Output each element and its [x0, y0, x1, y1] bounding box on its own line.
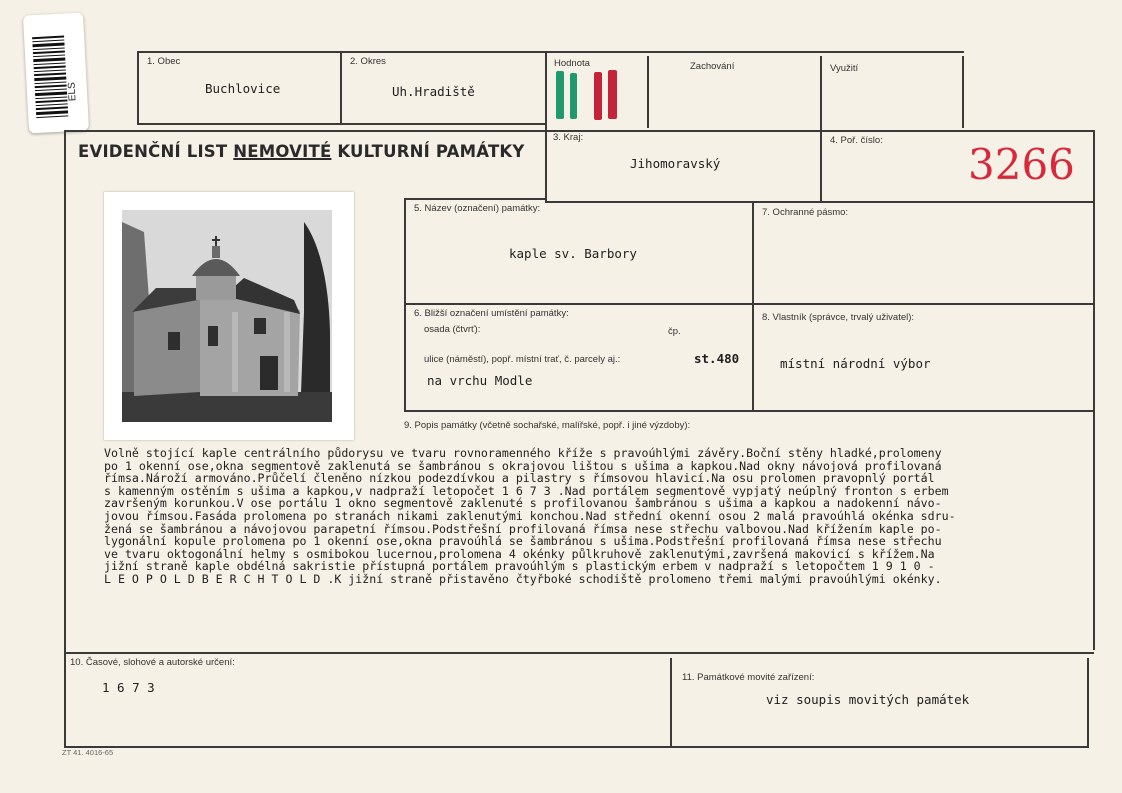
green-mark [556, 71, 564, 119]
hodnota-label: Hodnota [554, 58, 590, 69]
grid-line [647, 56, 649, 128]
obec-label: 1. Obec [147, 56, 181, 67]
grid-line [404, 198, 406, 412]
casove-label: 10. Časové, slohové a autorské určení: [70, 657, 235, 668]
osada-label: osada (čtvrť): [424, 324, 481, 335]
okres-label: 2. Okres [350, 56, 386, 67]
nazev-value: kaple sv. Barbory [509, 246, 637, 261]
description-line: jižní straně kaple obdélná sakristie přístupná portálem pravoúhlým s plastickým erbem v nadpraží s letopočtem 1 9 1 0 - [104, 560, 935, 573]
description-line: završeným korunkou.V ose portálu 1 okno segmentově zaklenuté s profilovanou šambránou s ušima a kapkou a nadokenní návo- [104, 497, 942, 510]
description-text [104, 447, 1079, 586]
monument-photo [104, 192, 354, 440]
grid-line [137, 123, 547, 125]
grid-line [404, 303, 1095, 305]
por-cislo-value: 3266 [968, 140, 1075, 189]
description-line: lygonální kopule prolomena po 1 okenní ose,okna pravoúhlá se šambránou s ušima.Podstřešní profilovaná římsa nese střechu [104, 535, 942, 548]
grid-line [137, 51, 964, 53]
kraj-value: Jihomoravský [630, 156, 721, 171]
nazev-label: 5. Název (označení) památky: [414, 203, 541, 214]
kraj-label: 3. Kraj: [553, 132, 584, 143]
description-line: ve tvaru oktogonální helmy s osmibokou lucernou,prolomena 4 okénky půlkruhově zaklenutými,završená makovicí s křížem.Na [104, 547, 935, 561]
obec-value: Buchlovice [205, 81, 281, 96]
popis-label: 9. Popis památky (včetně sochařské, malířské, popř. i jiné výzdoby): [404, 420, 691, 431]
grid-line [404, 410, 1093, 412]
description-line: po 1 okenní ose,okna segmentově zaklenutá se šambránou s okrajovou lištou s ušima a kapkou.Nad okny návojová profilovaná [104, 459, 942, 473]
vyuziti-label: Využití [830, 63, 859, 74]
movite-label: 11. Památkové movité zařízení: [682, 672, 815, 683]
grid-line [545, 51, 547, 203]
grid-line [404, 198, 545, 200]
vlastnik-value: místní národní výbor [780, 356, 931, 371]
grid-line [545, 201, 1095, 203]
casove-value: 1 6 7 3 [102, 680, 155, 695]
chapel-photo-image [104, 192, 354, 440]
grid-line [64, 652, 1094, 654]
description-line: římsa.Nároží armováno.Průčelí členěno nízkou podezdívkou a pilastry s římsovou hlavicí.Na osu prolomen pravopnlý portál [104, 472, 935, 485]
grid-line [340, 51, 342, 124]
description-line: L E O P O L D B E R C H T O L D .K jižní straně přistavěno čtyřboké schodiště prolomeno třemi malými pravoúhlými okénky. [104, 572, 942, 586]
ulice-label: ulice (náměstí), popř. místní trať, č. parcely aj.: [424, 354, 621, 365]
hodnota-marks [550, 68, 625, 122]
form-code: ZT 41. 4016-65 [62, 748, 114, 757]
red-mark [594, 72, 602, 120]
grid-line [670, 658, 672, 748]
umisteni-label: 6. Bližší označení umístění památky: [414, 308, 569, 319]
barcode-sticker [23, 13, 89, 134]
page-title: EVIDENČNÍ LIST NEMOVITÉ KULTURNÍ PAMÁTKY [78, 142, 525, 161]
okres-value: Uh.Hradiště [392, 84, 475, 99]
zachovani-label: Zachování [690, 61, 735, 72]
movite-value: viz soupis movitých památek [766, 692, 970, 707]
description-line: s kamenným ostěním s ušima a kapkou,v nadpraží letopočet 1 6 7 3 .Nad portálem segmentově vypjatý neúplný fronton s erbem [104, 484, 949, 498]
grid-line [962, 56, 964, 128]
grid-line [64, 130, 66, 747]
description-line: Volně stojící kaple centrálního půdorysu ve tvaru rovnoramenného kříže s pravoúhlými závěry.Boční stěny hladké,prolomeny [104, 447, 942, 460]
pasmo-label: 7. Ochranné pásmo: [762, 207, 849, 218]
parcela-value: st.480 [694, 351, 740, 366]
grid-line [752, 201, 754, 410]
barcode-icon [23, 13, 89, 134]
grid-line [137, 51, 139, 124]
description-line: žená se šambránou a návojovou parapetní římsou.Podstřešní profilovaná římsa nese střechu valbovou.Nad křížením kaple po- [104, 522, 942, 536]
grid-line [1087, 658, 1089, 748]
description-line: jovou římsou.Fasáda prolomena po stranách nikami zaklenutými konchou.Nad střední okenní osou 2 malá pravoúhlá okénka sdru- [104, 509, 956, 523]
sticker-code: ELS [66, 81, 79, 102]
cp-label: čp. [668, 326, 681, 337]
vlastnik-label: 8. Vlastník (správce, trvalý uživatel): [762, 312, 915, 323]
grid-line [64, 746, 1089, 748]
red-mark [608, 70, 617, 119]
por-cislo-label: 4. Poř. číslo: [830, 135, 883, 146]
green-mark [570, 73, 577, 119]
umisteni-value: na vrchu Modle [427, 373, 533, 388]
grid-line [1093, 130, 1095, 650]
